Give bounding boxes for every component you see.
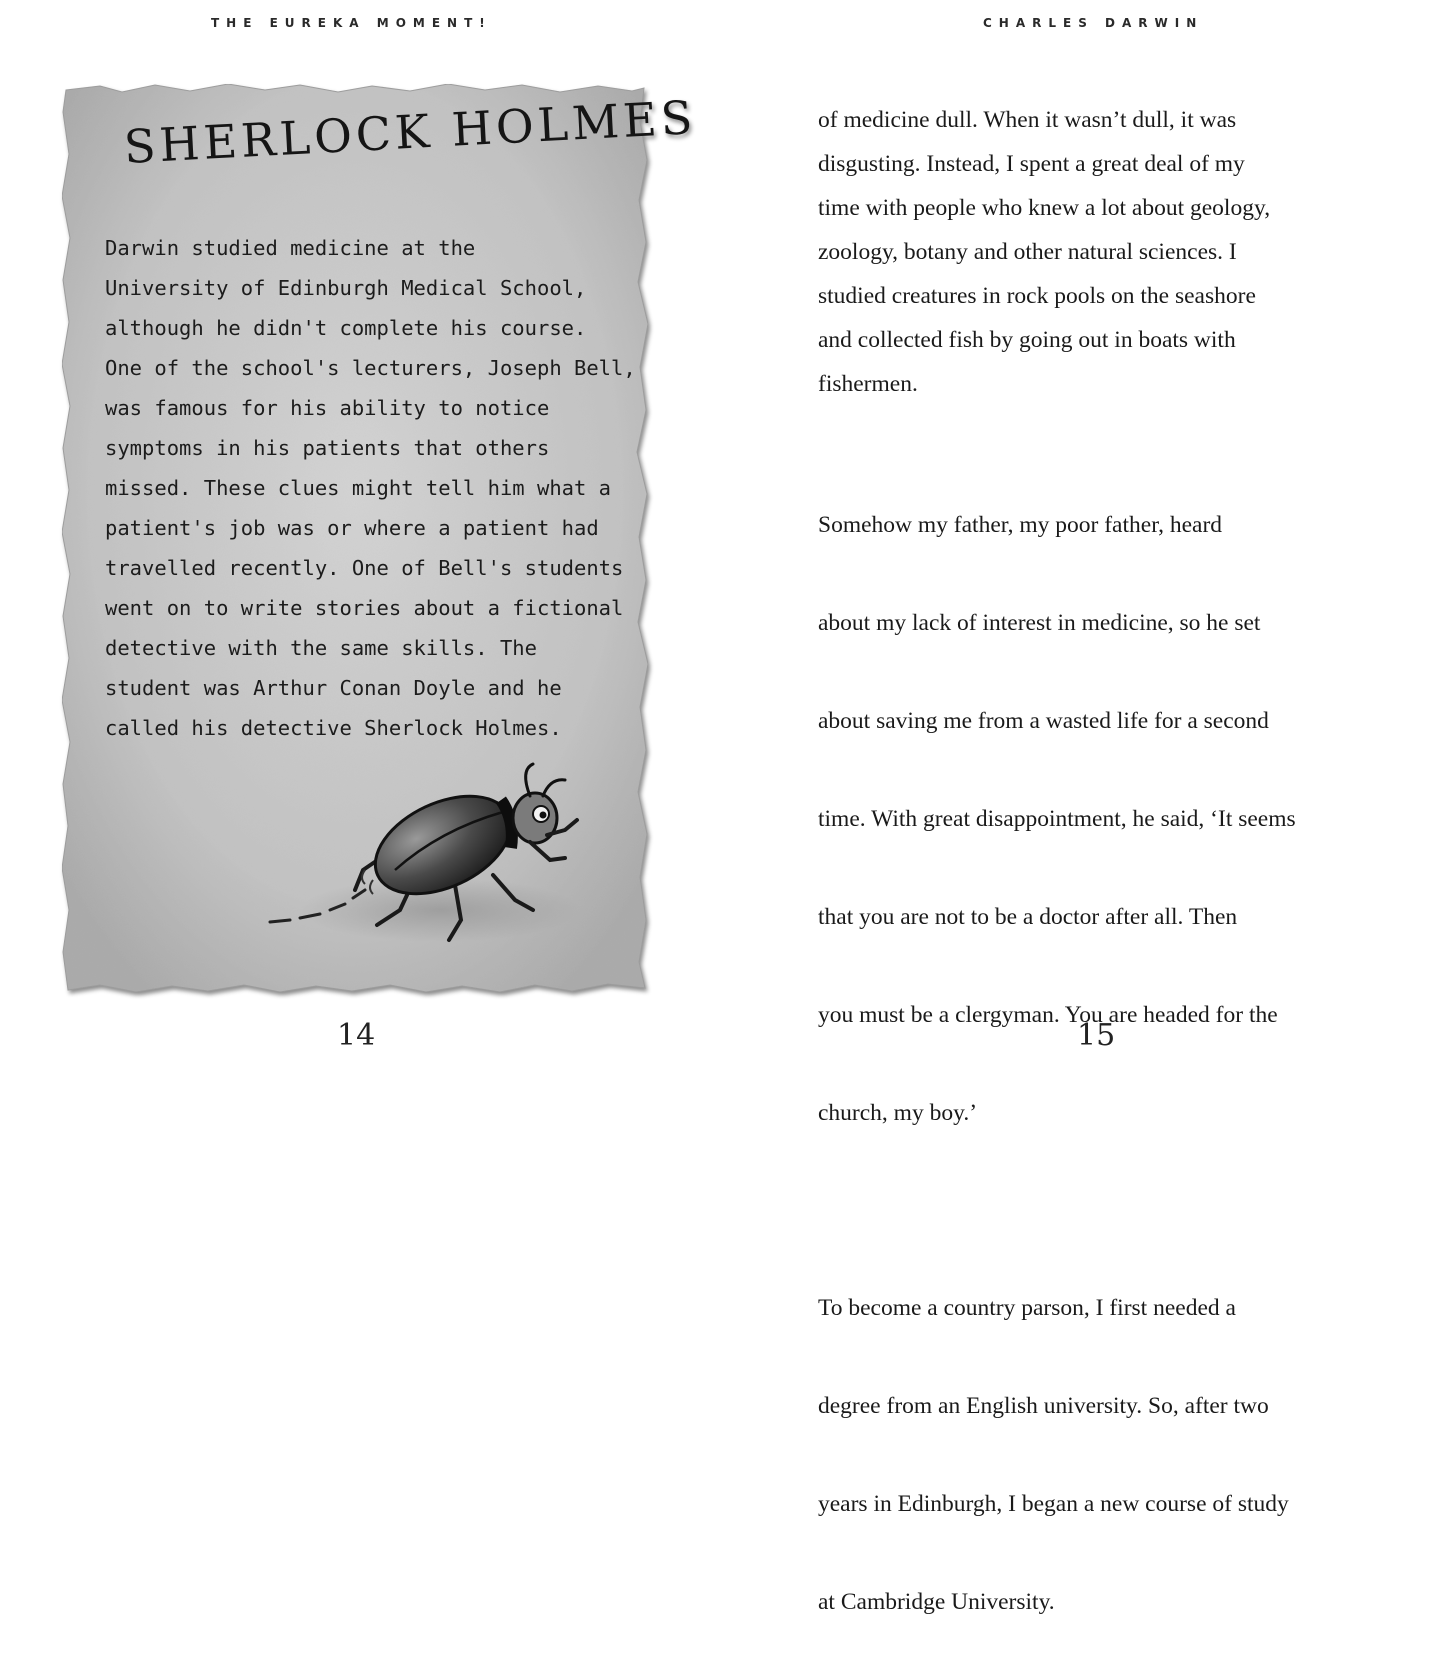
page-number-right: 15	[1077, 1018, 1116, 1053]
panel-line: called his detective Sherlock Holmes.	[105, 716, 562, 740]
text-line: time with people who knew a lot about geology,	[818, 195, 1271, 221]
panel-line: Darwin studied medicine at the	[105, 236, 476, 260]
sidebar-panel	[60, 82, 698, 994]
text-line: at Cambridge University.	[818, 1589, 1055, 1615]
panel-line: student was Arthur Conan Doyle and he	[105, 676, 562, 700]
panel-line: One of the school's lecturers, Joseph Bell,	[105, 356, 636, 380]
panel-line: University of Edinburgh Medical School,	[105, 276, 587, 300]
text-line: time. With great disappointment, he said, ‘It seems	[818, 806, 1296, 832]
panel-line: patient's job was or where a patient had	[105, 516, 599, 540]
paragraph	[818, 98, 1378, 406]
text-line: church, my boy.’	[818, 1100, 978, 1126]
panel-line: travelled recently. One of Bell's students	[105, 556, 624, 580]
panel-line: was famous for his ability to notice	[105, 396, 550, 420]
beetle-illustration	[265, 760, 595, 950]
text-line: fishermen.	[818, 371, 918, 397]
panel-title: SHERLOCK HOLMES	[122, 90, 698, 174]
text-line: To become a country parson, I first needed a	[818, 1295, 1236, 1321]
page-number-left: 14	[337, 1018, 376, 1053]
running-head-left: THE EUREKA MOMENT!	[211, 16, 492, 30]
text-line: zoology, botany and other natural sciences. I	[818, 239, 1237, 265]
panel-line: symptoms in his patients that others	[105, 436, 550, 460]
text-line: about my lack of interest in medicine, so he set	[818, 610, 1261, 636]
panel-line: detective with the same skills. The	[105, 636, 537, 660]
text-line: disgusting. Instead, I spent a great deal of my	[818, 151, 1245, 177]
left-page	[0, 0, 722, 1117]
text-line: and collected fish by going out in boats with	[818, 327, 1236, 353]
panel-line: missed. These clues might tell him what a	[105, 476, 612, 500]
text-line: degree from an English university. So, after two	[818, 1393, 1269, 1419]
paragraph	[818, 449, 1378, 1189]
text-line: that you are not to be a doctor after all. Then	[818, 904, 1238, 930]
text-line: of medicine dull. When it wasn’t dull, it was	[818, 107, 1237, 133]
paragraph	[818, 1232, 1378, 1678]
body-text	[818, 98, 1378, 1678]
running-head-right: CHARLES DARWIN	[983, 16, 1204, 30]
panel-text	[105, 228, 636, 748]
text-line: years in Edinburgh, I began a new course of study	[818, 1491, 1289, 1517]
right-page	[722, 0, 1445, 1615]
text-line: you must be a clergyman. You are headed for the	[818, 1002, 1278, 1028]
panel-line: although he didn't complete his course.	[105, 316, 587, 340]
text-line: about saving me from a wasted life for a second	[818, 708, 1269, 734]
text-line: Somehow my father, my poor father, heard	[818, 512, 1223, 538]
panel-line: went on to write stories about a fictional	[105, 596, 624, 620]
text-line: studied creatures in rock pools on the seashore	[818, 283, 1256, 309]
